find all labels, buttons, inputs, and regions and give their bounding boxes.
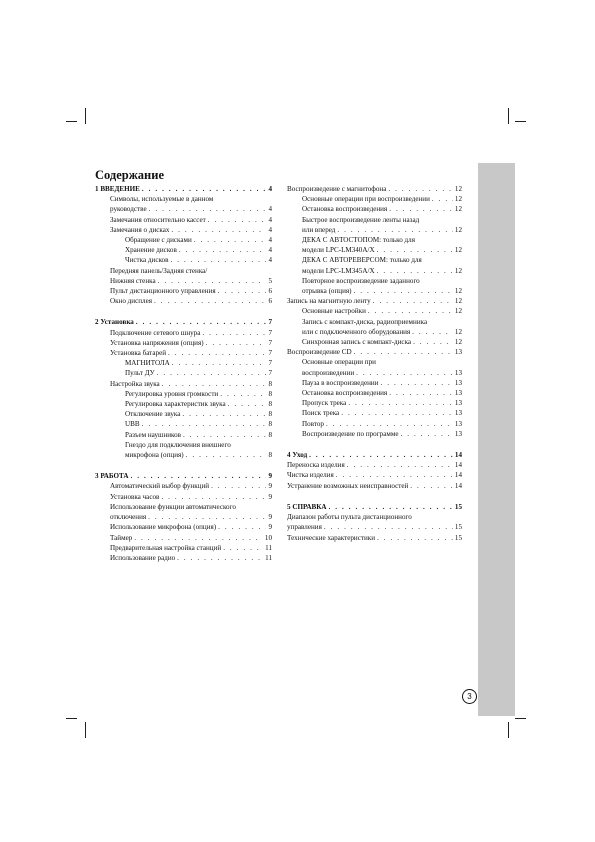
toc-entry[interactable] — [287, 306, 462, 316]
toc-entry[interactable] — [287, 368, 462, 378]
toc-chapter-heading[interactable] — [95, 317, 272, 327]
toc-entry-page: 14 — [454, 451, 462, 460]
toc-entry[interactable] — [95, 419, 272, 429]
toc-entry-page: 8 — [268, 410, 272, 419]
toc-entry-title: микрофона (опция) — [125, 451, 184, 460]
toc-entry-page: 12 — [454, 338, 462, 347]
dot-leader — [131, 471, 267, 481]
crop-mark-br-h — [515, 718, 526, 719]
toc-chapter-heading[interactable] — [95, 184, 272, 194]
toc-entry[interactable] — [287, 460, 462, 470]
toc-section — [95, 471, 272, 563]
dot-leader — [206, 338, 267, 348]
toc-entry[interactable] — [287, 266, 462, 276]
dot-leader — [223, 543, 263, 553]
toc-entry-title: Основные настройки — [302, 307, 366, 316]
toc-entry-wrap-line: Гнездо для подключения внешнего — [125, 440, 231, 449]
toc-entry-title: Пауза в воспроизведении — [302, 378, 379, 387]
toc-entry[interactable] — [95, 379, 272, 389]
toc-entry-wrap-line: Передняя панель/Задняя стенка/ — [110, 266, 208, 275]
dot-leader — [373, 296, 453, 306]
toc-entry[interactable] — [95, 255, 272, 265]
toc-entry-page: 4 — [268, 236, 272, 245]
toc-section — [287, 450, 462, 491]
dot-leader — [158, 276, 267, 286]
toc-entry[interactable] — [95, 276, 272, 286]
dot-leader — [309, 450, 453, 460]
dot-leader — [326, 419, 453, 429]
toc-entry[interactable] — [287, 408, 462, 418]
dot-leader — [341, 408, 453, 418]
dot-leader — [389, 388, 453, 398]
toc-entry[interactable] — [95, 522, 272, 532]
dot-leader — [157, 368, 267, 378]
toc-entry[interactable] — [287, 419, 462, 429]
toc-section — [287, 502, 462, 543]
dot-leader — [389, 204, 453, 214]
dot-leader — [208, 215, 267, 225]
toc-entry-wrap-line: Использование функции автоматического — [110, 502, 236, 511]
crop-mark-tl-v — [85, 108, 86, 124]
toc-entry-title: Установка часов — [110, 492, 160, 501]
toc-entry-title: Предварительная настройка станций — [110, 543, 222, 552]
dot-leader — [136, 317, 267, 327]
toc-entry-page: 5 — [268, 276, 272, 285]
toc-entry-title: или с подключенного оборудования — [302, 327, 411, 336]
toc-entry-page: 4 — [268, 205, 272, 214]
toc-entry-title: 5 СПРАВКА — [287, 502, 327, 511]
dot-leader — [354, 286, 453, 296]
toc-entry[interactable] — [287, 429, 462, 439]
toc-entry-page: 14 — [454, 461, 462, 470]
toc-entry-title: UBB — [125, 420, 140, 429]
toc-entry-wrap-line: Запись с компакт-диска, радиоприемника — [302, 317, 428, 326]
toc-entry-page: 4 — [268, 225, 272, 234]
dot-leader — [228, 399, 267, 409]
toc-entry-title: Пульт ДУ — [125, 369, 155, 378]
toc-entry[interactable] — [95, 481, 272, 491]
toc-entry-page: 7 — [268, 359, 272, 368]
toc-entry[interactable] — [287, 204, 462, 214]
toc-entry-title: Регулировка уровня громкости — [125, 389, 219, 398]
toc-entry[interactable] — [287, 378, 462, 388]
dot-leader — [171, 225, 266, 235]
toc-entry-title: модели LPC-LM345A/X — [302, 266, 375, 275]
toc-entry-title: Устранение возможных неисправностей — [287, 481, 409, 490]
toc-entry[interactable] — [287, 398, 462, 408]
toc-section — [287, 184, 462, 439]
toc-entry[interactable] — [95, 553, 272, 563]
toc-entry-page: 9 — [268, 482, 272, 491]
toc-entry[interactable] — [95, 215, 272, 225]
toc-entry[interactable] — [95, 399, 272, 409]
toc-entry-page: 13 — [454, 409, 462, 418]
dot-leader — [179, 245, 267, 255]
toc-entry-page: 13 — [454, 348, 462, 357]
toc-entry-title: Нижняя стенка — [110, 276, 156, 285]
dot-leader — [347, 460, 453, 470]
dot-leader — [412, 327, 453, 337]
toc-entry-title: Настройка звука — [110, 379, 160, 388]
toc-entry-page: 12 — [454, 297, 462, 306]
toc-entry-page: 6 — [268, 297, 272, 306]
toc-entry-page: 11 — [265, 553, 272, 562]
dot-leader — [377, 245, 453, 255]
toc-entry[interactable] — [287, 388, 462, 398]
dot-leader — [377, 266, 453, 276]
toc-entry-title: Окно дисплея — [110, 297, 152, 306]
toc-entry-title: воспроизведении — [302, 368, 355, 377]
dot-leader — [202, 328, 266, 338]
toc-entry[interactable] — [95, 512, 272, 522]
dot-leader — [162, 379, 267, 389]
toc-entry-title: Технические характеристики — [287, 533, 375, 542]
toc-entry-page: 12 — [454, 266, 462, 275]
toc-entry[interactable] — [95, 348, 272, 358]
toc-entry[interactable] — [95, 338, 272, 348]
dot-leader — [388, 184, 453, 194]
dot-leader — [183, 430, 266, 440]
toc-entry-page: 14 — [454, 471, 462, 480]
toc-entry-title: Переноска изделия — [287, 461, 345, 470]
toc-entry-page: 15 — [454, 523, 462, 532]
toc-entry-title: Синхронная запись с компакт-диска — [302, 338, 412, 347]
dot-leader — [329, 502, 453, 512]
side-tab-bar — [478, 163, 515, 716]
toc-entry-title: МАГНИТОЛА — [125, 359, 170, 368]
toc-left-column — [95, 184, 272, 574]
toc-entry-page: 12 — [454, 246, 462, 255]
toc-entry-page: 12 — [454, 205, 462, 214]
toc-entry[interactable] — [95, 450, 272, 460]
crop-mark-tr-v — [508, 108, 509, 124]
toc-entry[interactable] — [95, 286, 272, 296]
toc-entry-title: Воспроизведение CD — [287, 348, 352, 357]
toc-entry-page: 8 — [268, 400, 272, 409]
toc-entry[interactable] — [287, 184, 462, 194]
toc-entry-title: Воспроизведение с магнитофона — [287, 185, 387, 193]
toc-entry[interactable] — [287, 225, 462, 235]
toc-entry-title: Пропуск трека — [302, 399, 347, 408]
dot-leader — [400, 429, 452, 439]
crop-mark-bl-v — [85, 722, 86, 738]
toc-entry-title: отключения — [110, 513, 147, 522]
toc-entry-title: модели LPC-LM340A/X — [302, 246, 375, 255]
toc-entry-page: 7 — [268, 338, 272, 347]
crop-mark-tl-h — [66, 121, 77, 122]
toc-entry-page: 13 — [454, 429, 462, 438]
dot-leader — [356, 368, 453, 378]
toc-entry[interactable] — [95, 409, 272, 419]
toc-entry-page: 9 — [268, 472, 272, 481]
toc-entry-title: Использование микрофона (опция) — [110, 523, 217, 532]
toc-entry-title: 2 Установка — [95, 318, 134, 327]
toc-entry-title: Автоматический выбор функций — [110, 482, 210, 491]
toc-entry-page: 12 — [454, 307, 462, 316]
toc-entry-page: 15 — [454, 533, 462, 542]
toc-entry-title: Замечания относительно кассет — [110, 215, 206, 224]
toc-entry-title: 3 РАБОТА — [95, 472, 129, 481]
toc-entry-wrap-line: Повторное воспроизведение заданного — [302, 276, 420, 285]
toc-entry-title: Воспроизведение по программе — [302, 429, 399, 438]
crop-mark-bl-h — [66, 718, 77, 719]
crop-mark-br-v — [508, 722, 509, 738]
toc-entry-wrap-line: Основные операции при — [302, 358, 376, 367]
toc-entry[interactable] — [287, 470, 462, 480]
toc-entry[interactable] — [95, 204, 272, 214]
toc-entry-title: Замечания о дисках — [110, 225, 170, 234]
toc-entry-title: Поиск трека — [302, 409, 340, 418]
toc-entry-title: Регулировка характеристик звука — [125, 400, 226, 409]
toc-entry-page: 13 — [454, 378, 462, 387]
toc-chapter-heading[interactable] — [287, 502, 462, 512]
toc-entry[interactable] — [287, 245, 462, 255]
page-number-badge: 3 — [462, 689, 477, 704]
toc-entry-page: 9 — [268, 523, 272, 532]
toc-entry-title: Установка батарей — [110, 349, 167, 358]
toc-entry-page: 15 — [454, 502, 462, 511]
toc-entry-title: Чистка изделия — [287, 471, 334, 480]
dot-leader — [410, 481, 453, 491]
toc-entry[interactable] — [287, 522, 462, 532]
toc-entry-title: Использование радио — [110, 553, 176, 562]
toc-entry-page: 8 — [268, 430, 272, 439]
dot-leader — [182, 409, 266, 419]
dot-leader — [324, 522, 453, 532]
toc-entry-wrap-line: Быстрое воспроизведение ленты назад — [302, 215, 420, 224]
toc-entry-page: 7 — [268, 328, 272, 337]
toc-entry[interactable] — [95, 328, 272, 338]
dot-leader — [168, 348, 266, 358]
toc-entry-page: 4 — [268, 256, 272, 265]
toc-section — [95, 317, 272, 460]
dot-leader — [336, 470, 453, 480]
dot-leader — [337, 225, 452, 235]
toc-entry[interactable] — [95, 296, 272, 306]
toc-entry-page: 12 — [454, 327, 462, 336]
toc-entry-title: управления — [287, 523, 322, 532]
toc-entry-page: 12 — [454, 287, 462, 296]
toc-entry-page: 13 — [454, 399, 462, 408]
toc-entry-title: Хранение дисков — [125, 246, 177, 255]
dot-leader — [161, 492, 266, 502]
toc-entry-page: 7 — [268, 369, 272, 378]
toc-entry[interactable] — [287, 347, 462, 357]
toc-entry[interactable] — [95, 358, 272, 368]
toc-entry-wrap-line: Символы, используемые в данном — [110, 195, 214, 204]
toc-entry-page: 6 — [268, 287, 272, 296]
dot-leader — [142, 419, 267, 429]
dot-leader — [194, 235, 267, 245]
toc-entry[interactable] — [95, 533, 272, 543]
toc-entry-title: 4 Уход — [287, 451, 308, 460]
toc-entry-page: 10 — [264, 533, 272, 542]
toc-entry-title: Таймер — [110, 533, 133, 542]
toc-entry[interactable] — [95, 368, 272, 378]
toc-entry-title: отрывка (опция) — [302, 287, 352, 296]
toc-entry-wrap-line: ДЕКА С АВТОРЕВЕРСОМ: только для — [302, 256, 422, 265]
dot-leader — [149, 204, 267, 214]
toc-entry[interactable] — [95, 389, 272, 399]
toc-entry-page: 8 — [268, 389, 272, 398]
dot-leader — [170, 255, 266, 265]
dot-leader — [218, 522, 266, 532]
page-title: Содержание — [95, 168, 165, 182]
toc-entry-title: Повтор — [302, 419, 324, 428]
dot-leader — [368, 306, 453, 316]
toc-chapter-heading[interactable] — [287, 450, 462, 460]
dot-leader — [186, 450, 267, 460]
toc-entry-title: Остановка воспроизведения — [302, 389, 388, 398]
dot-leader — [354, 347, 453, 357]
dot-leader — [413, 337, 453, 347]
dot-leader — [432, 194, 453, 204]
toc-entry-page: 12 — [454, 195, 462, 204]
dot-leader — [218, 286, 267, 296]
dot-leader — [177, 553, 263, 563]
toc-entry-page: 8 — [268, 379, 272, 388]
dot-leader — [220, 389, 266, 399]
toc-section — [95, 184, 272, 306]
toc-entry[interactable] — [95, 492, 272, 502]
toc-entry-page: 12 — [454, 185, 462, 193]
dot-leader — [172, 358, 267, 368]
toc-entry[interactable] — [287, 296, 462, 306]
toc-entry-page: 14 — [454, 481, 462, 490]
toc-entry-title: Остановка воспроизведения — [302, 205, 388, 214]
toc-entry-title: Установка напряжения (опция) — [110, 338, 204, 347]
toc-entry-page: 4 — [268, 215, 272, 224]
toc-entry-page: 13 — [454, 419, 462, 428]
toc-entry[interactable] — [287, 194, 462, 204]
toc-entry-page: 13 — [454, 389, 462, 398]
toc-entry-page: 8 — [268, 451, 272, 460]
toc-entry-title: Пульт дистанционного управления — [110, 287, 216, 296]
dot-leader — [348, 398, 453, 408]
toc-entry[interactable] — [95, 235, 272, 245]
toc-entry-page: 4 — [268, 185, 272, 193]
dot-leader — [134, 533, 263, 543]
toc-entry[interactable] — [287, 327, 462, 337]
toc-entry-title: или вперед — [302, 225, 336, 234]
dot-leader — [377, 533, 453, 543]
toc-entry-title: Разъем наушников — [125, 430, 182, 439]
toc-entry-page: 12 — [454, 225, 462, 234]
toc-entry-title: Обращение с дисками — [125, 236, 192, 245]
toc-entry-page: 13 — [454, 368, 462, 377]
toc-entry-wrap-line: ДЕКА С АВТОСТОПОМ: только для — [302, 236, 415, 245]
toc-right-column — [287, 184, 462, 554]
dot-leader — [142, 184, 267, 194]
crop-mark-tr-h — [515, 121, 526, 122]
toc-entry[interactable] — [287, 533, 462, 543]
toc-entry[interactable] — [287, 286, 462, 296]
toc-entry-title: Подключение сетевого шнура — [110, 328, 201, 337]
toc-entry-wrap-line: Диапазон работы пульта дистанционного — [287, 513, 412, 522]
toc-entry-title: Отключение звука — [125, 410, 181, 419]
toc-entry-title: руководстве — [110, 205, 147, 214]
toc-entry-title: Запись на магнитную ленту — [287, 297, 371, 306]
toc-entry-page: 11 — [265, 543, 272, 552]
toc-entry-page: 9 — [268, 492, 272, 501]
toc-entry[interactable] — [287, 481, 462, 491]
toc-entry-title: Основные операции при воспроизведении — [302, 195, 430, 204]
toc-entry-page: 7 — [268, 349, 272, 358]
dot-leader — [211, 481, 266, 491]
toc-entry-title: Чистка дисков — [125, 256, 169, 265]
toc-entry-page: 4 — [268, 246, 272, 255]
toc-entry[interactable] — [95, 543, 272, 553]
toc-entry-page: 7 — [268, 318, 272, 327]
toc-entry[interactable] — [95, 225, 272, 235]
toc-entry[interactable] — [95, 245, 272, 255]
toc-entry-page: 9 — [268, 513, 272, 522]
toc-entry-title: 1 ВВЕДЕНИЕ — [95, 185, 140, 193]
dot-leader — [148, 512, 266, 522]
toc-entry-page: 8 — [268, 420, 272, 429]
toc-chapter-heading[interactable] — [95, 471, 272, 481]
toc-entry[interactable] — [95, 430, 272, 440]
dot-leader — [154, 296, 266, 306]
dot-leader — [380, 378, 452, 388]
toc-entry[interactable] — [287, 337, 462, 347]
